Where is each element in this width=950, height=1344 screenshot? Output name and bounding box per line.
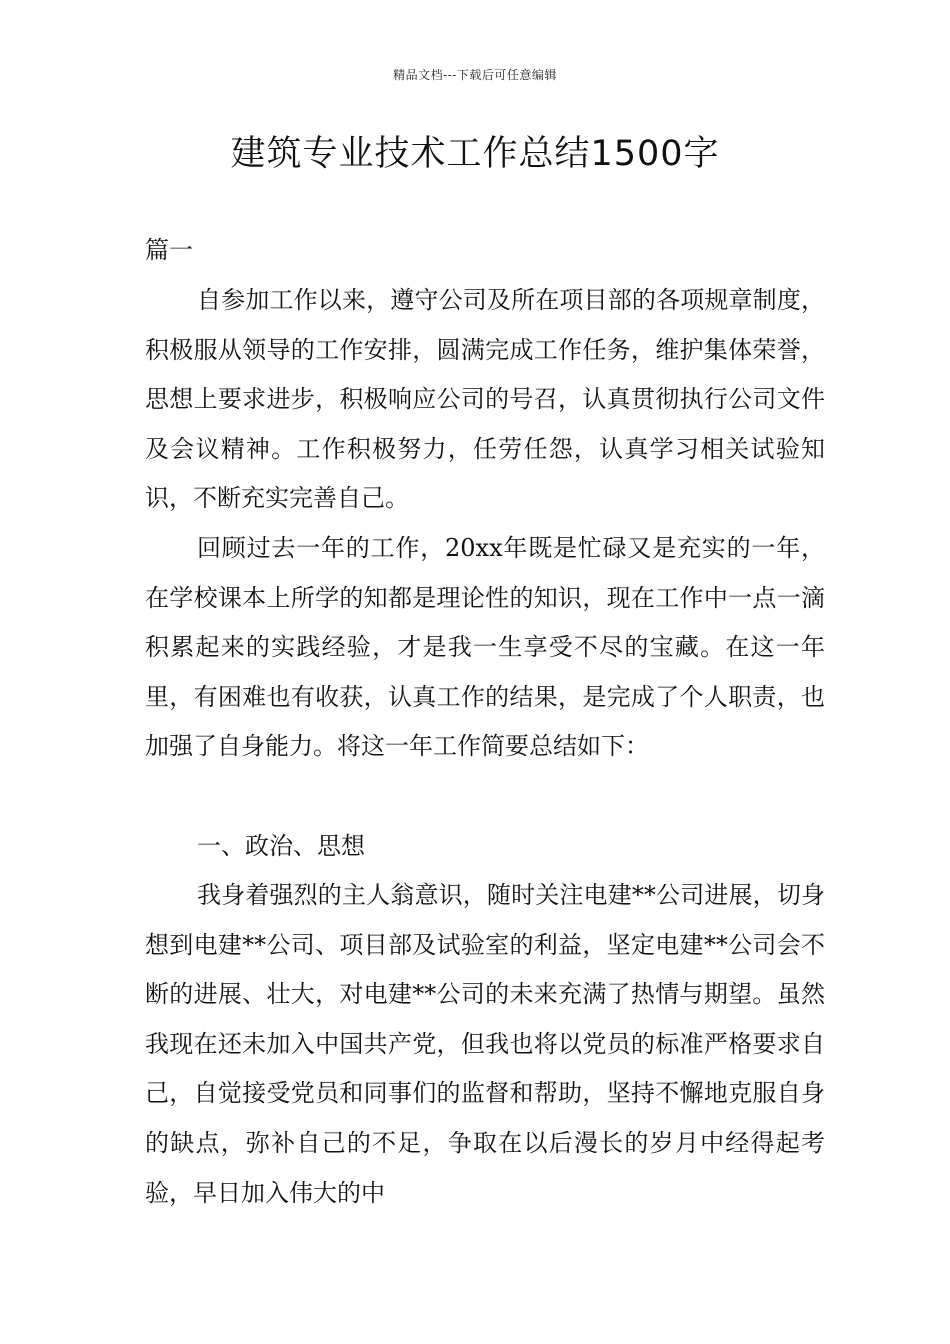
header-note: 精品文档---下载后可任意编辑 <box>393 68 557 82</box>
document-title: 建筑专业技术工作总结1500字 <box>230 134 720 174</box>
body-section <box>145 822 825 872</box>
body-section <box>145 524 825 772</box>
body-section <box>145 276 825 524</box>
subheading-politics: 一、政治、思想 <box>197 832 365 860</box>
paragraph-review: 回顾过去一年的工作，20xx年既是忙碌又是充实的一年，在学校课本上所学的知都是理论性的知识，现在工作中一点一滴积累起来的实践经验，才是我一生享受不尽的宝藏。在这一年里，有困难也有收获，认真工作的结果，是完成了个人职责，也加强了自身能力。将这一年工作简要总结如下： <box>145 534 825 761</box>
section-label: 篇一 <box>145 236 193 264</box>
paragraph-politics: 我身着强烈的主人翁意识，随时关注电建**公司进展，切身想到电建**公司、项目部及试验室的利益，坚定电建**公司会不断的进展、壮大，对电建**公司的未来充满了热情与期望。虽然我现在还未加入中国共产党，但我也将以党员的标准严格要求自己，自觉接受党员和同事们的监督和帮助，坚持不懈地克服自身的缺点，弥补自己的不足，争取在以后漫长的岁月中经得起考验，早日加入伟大的中 <box>145 881 825 1207</box>
body-section <box>145 871 825 1218</box>
paragraph-intro: 自参加工作以来，遵守公司及所在项目部的各项规章制度，积极服从领导的工作安排，圆满完成工作任务，维护集体荣誉，思想上要求进步，积极响应公司的号召，认真贯彻执行公司文件及会议精神。工作积极努力，任劳任怨，认真学习相关试验知识，不断充实完善自己。 <box>145 286 825 513</box>
